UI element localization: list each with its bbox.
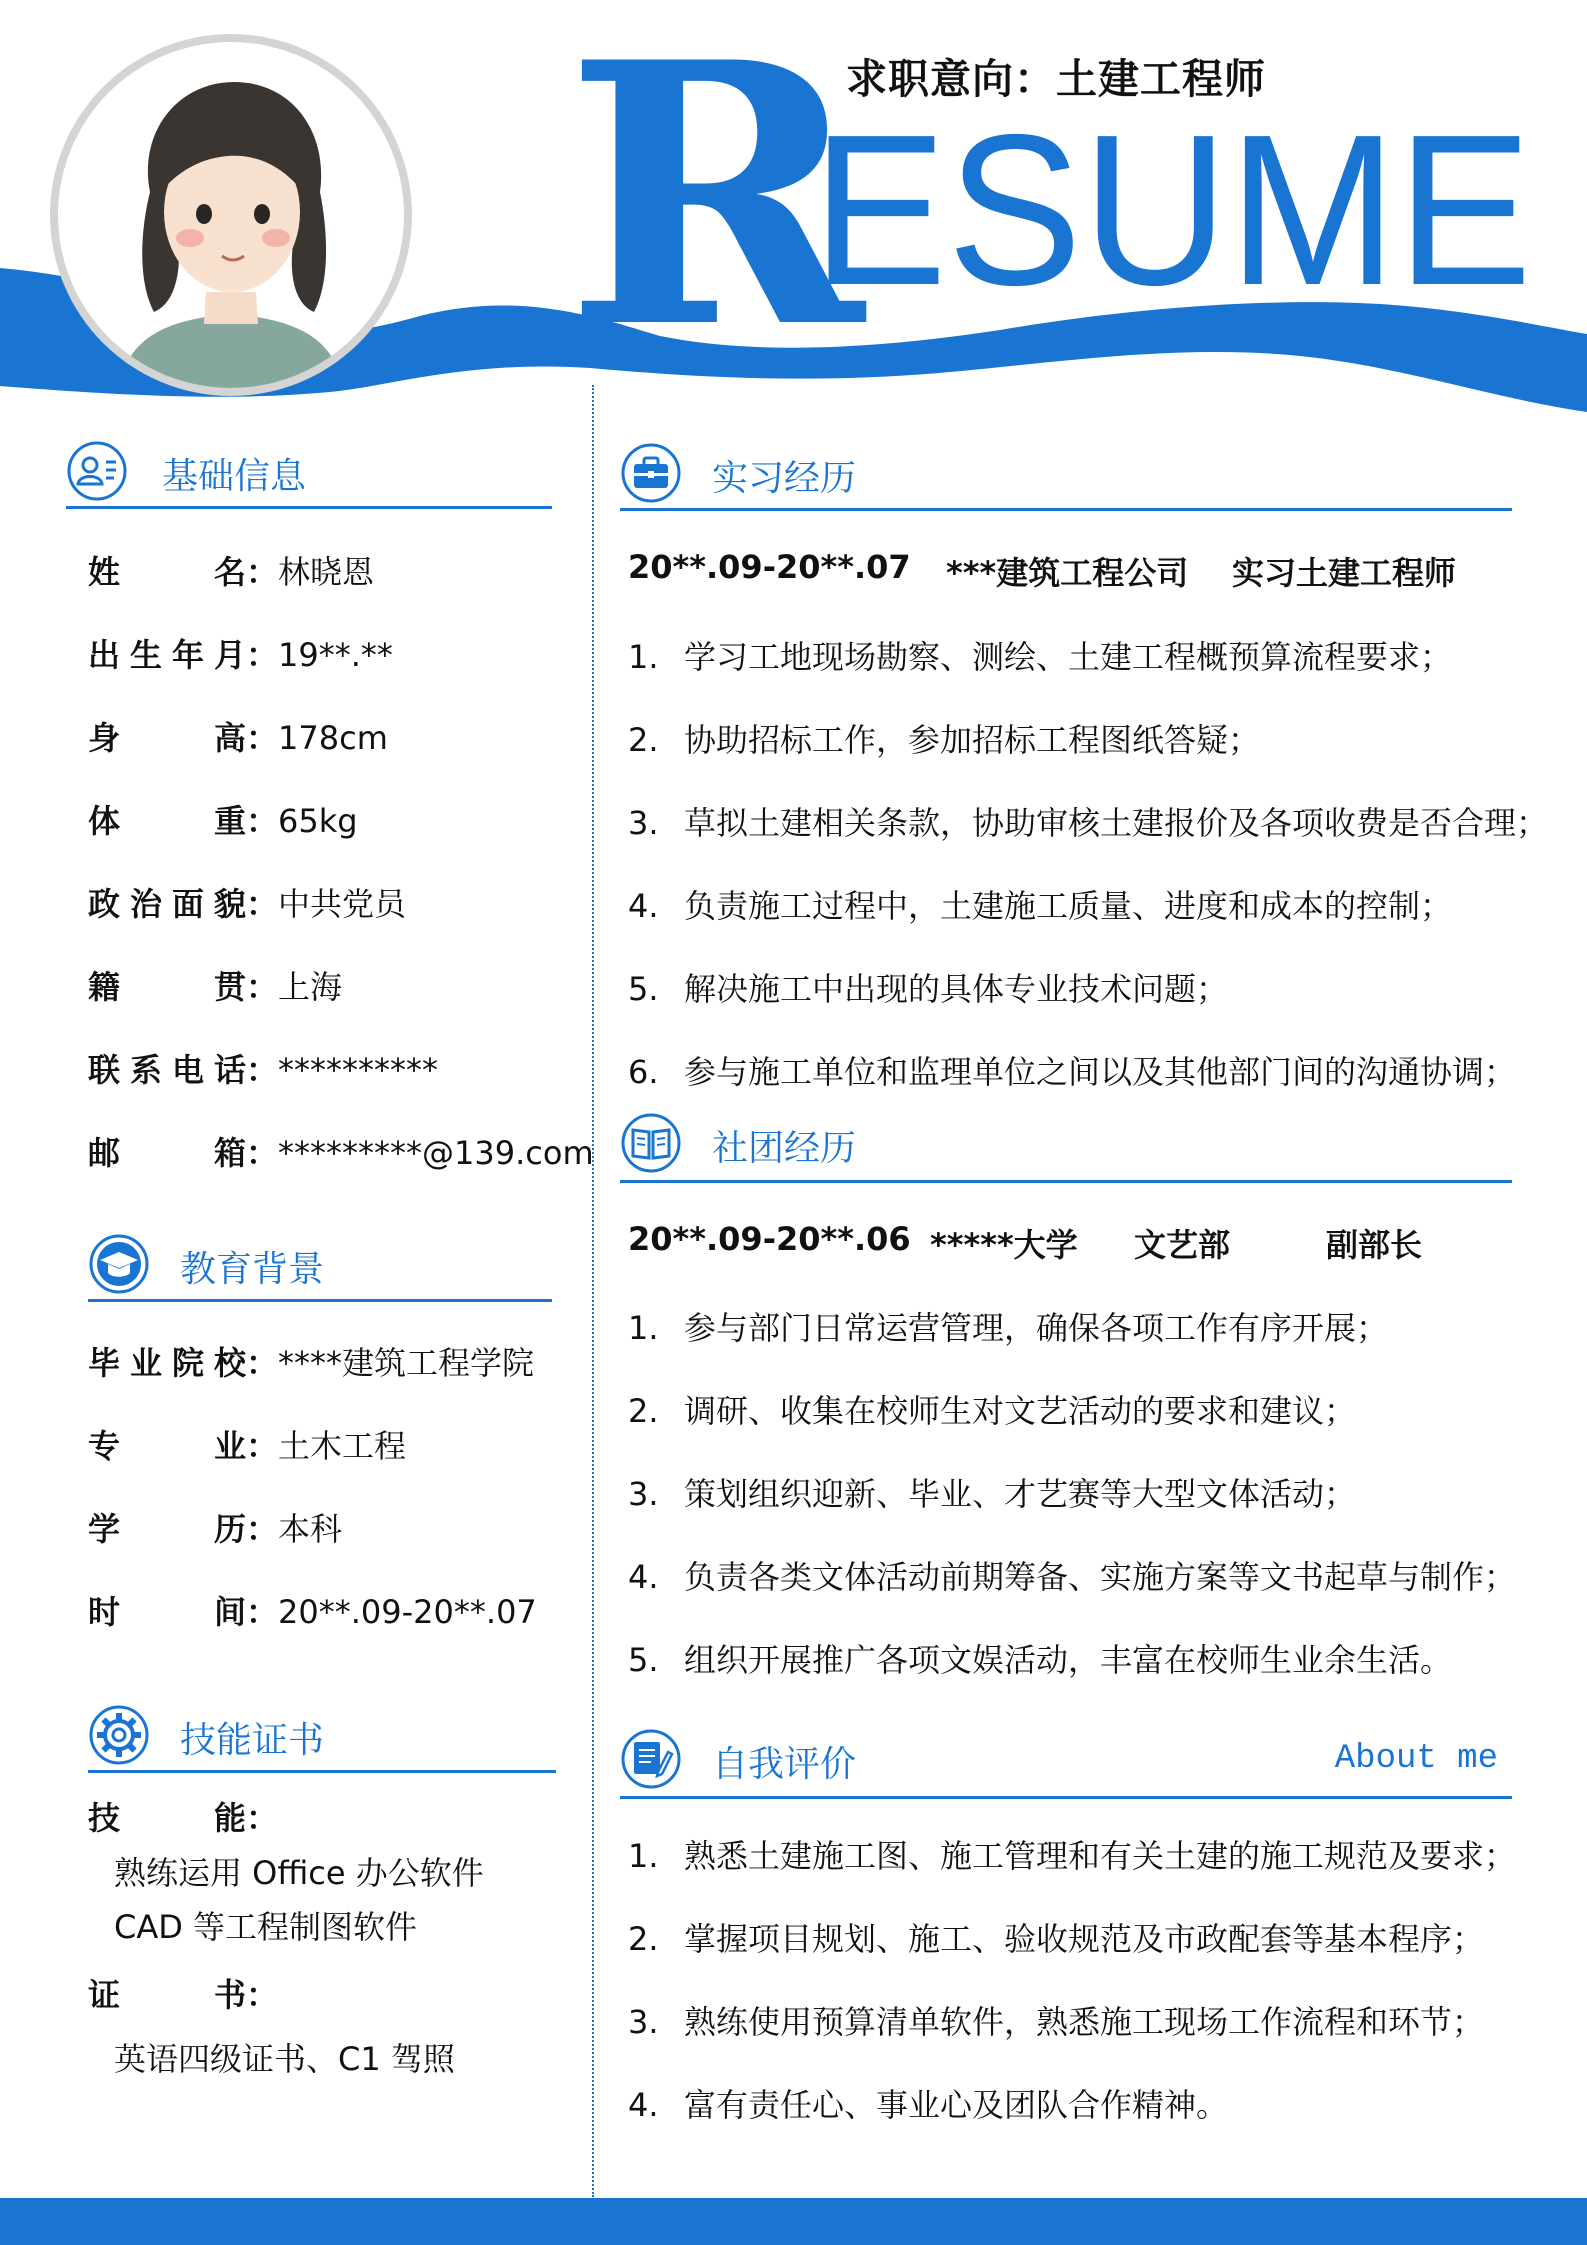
- info-row-politics: 政治面貌：中共党员: [88, 885, 407, 923]
- resume-letters-esume: ESUME: [812, 89, 1532, 330]
- list-item: 3. 草拟土建相关条款，协助审核土建报价及各项收费是否合理；: [628, 804, 1549, 842]
- section-self-eval: [620, 1728, 1512, 1798]
- edu-row-school: 毕业院校：****建筑工程学院: [88, 1344, 535, 1382]
- list-item: 4. 负责施工过程中，土建施工质量、进度和成本的控制；: [628, 887, 1453, 925]
- briefcase-icon: [620, 442, 682, 504]
- info-row-email: 邮箱：*********@139.com: [88, 1134, 594, 1172]
- section-underline: [620, 1796, 1512, 1799]
- list-item: 4. 负责各类文体活动前期筹备、实施方案等文书起草与制作；: [628, 1558, 1517, 1596]
- cert-line: 英语四级证书、C1 驾照: [114, 2040, 455, 2078]
- list-item: 3. 策划组织迎新、毕业、才艺赛等大型文体活动；: [628, 1475, 1357, 1513]
- section-underline: [620, 1180, 1512, 1183]
- info-row-weight: 体重：65kg: [88, 802, 358, 840]
- section-title: 教育背景: [180, 1249, 325, 1290]
- section-skills: [88, 1704, 556, 1774]
- list-item: 1. 参与部门日常运营管理，确保各项工作有序开展；: [628, 1309, 1389, 1347]
- about-me-label: About me: [1334, 1740, 1498, 1778]
- avatar-illustration: [58, 42, 404, 388]
- internship-header-line: [628, 548, 1528, 590]
- info-row-hometown: 籍贯：上海: [88, 968, 343, 1006]
- section-internship: [620, 442, 1512, 512]
- list-item: 4. 富有责任心、事业心及团队合作精神。: [628, 2086, 1229, 2124]
- book-icon: [620, 1112, 682, 1174]
- section-title: 基础信息: [162, 456, 307, 497]
- person-card-icon: [66, 440, 128, 502]
- internship-role: 实习土建工程师: [1232, 554, 1457, 592]
- list-item: 5. 组织开展推广各项文娱活动，丰富在校师生业余生活。: [628, 1641, 1453, 1679]
- club-header-line: [628, 1220, 1528, 1262]
- edu-row-major: 专业：土木工程: [88, 1427, 407, 1465]
- section-underline: [88, 1770, 556, 1773]
- section-club: [620, 1112, 1512, 1182]
- skill-line: CAD 等工程制图软件: [114, 1908, 418, 1946]
- info-row-height: 身高：178cm: [88, 719, 388, 757]
- skills-label: 技能：: [88, 1799, 279, 1837]
- info-row-name: 姓名：林晓恩: [88, 553, 375, 591]
- list-item: 1. 学习工地现场勘察、测绘、土建工程概预算流程要求；: [628, 638, 1453, 676]
- club-org: *****大学: [930, 1226, 1078, 1264]
- footer-bar: [0, 2198, 1587, 2245]
- section-underline: [88, 1299, 552, 1302]
- section-education: [88, 1233, 552, 1303]
- resume-letter-r: R: [565, 0, 865, 407]
- list-item: 5. 解决施工中出现的具体专业技术问题；: [628, 970, 1229, 1008]
- column-divider: [592, 385, 594, 2197]
- list-item: 2. 协助招标工作，参加招标工程图纸答疑；: [628, 721, 1261, 759]
- edu-row-degree: 学历：本科: [88, 1510, 343, 1548]
- club-period: 20**.09-20**.06: [628, 1220, 911, 1258]
- list-item: 1. 熟悉土建施工图、施工管理和有关土建的施工规范及要求；: [628, 1837, 1517, 1875]
- section-title: 技能证书: [180, 1720, 325, 1761]
- info-row-birth: 出生年月：19**.**: [88, 636, 393, 674]
- club-role: 副部长: [1326, 1226, 1423, 1264]
- cert-label: 证书：: [88, 1976, 279, 2014]
- info-row-phone: 联系电话：**********: [88, 1051, 439, 1089]
- section-underline: [66, 506, 552, 509]
- edu-row-time: 时间：20**.09-20**.07: [88, 1593, 537, 1631]
- section-underline: [620, 508, 1512, 511]
- avatar: [50, 34, 412, 396]
- list-item: 2. 掌握项目规划、施工、验收规范及市政配套等基本程序；: [628, 1920, 1485, 1958]
- club-dept: 文艺部: [1134, 1226, 1231, 1264]
- list-item: 3. 熟练使用预算清单软件，熟悉施工现场工作流程和环节；: [628, 2003, 1485, 2041]
- skill-line: 熟练运用 Office 办公软件: [114, 1854, 484, 1892]
- section-title: 自我评价: [712, 1744, 857, 1785]
- internship-period: 20**.09-20**.07: [628, 548, 911, 586]
- section-title: 社团经历: [712, 1128, 857, 1169]
- section-title: 实习经历: [712, 458, 857, 499]
- internship-company: ***建筑工程公司: [946, 554, 1189, 592]
- list-item: 6. 参与施工单位和监理单位之间以及其他部门间的沟通协调；: [628, 1053, 1517, 1091]
- job-objective-title: 求职意向：土建工程师: [846, 55, 1266, 103]
- graduation-cap-icon: [88, 1233, 150, 1295]
- notepad-pen-icon: [620, 1728, 682, 1790]
- gear-icon: [88, 1704, 150, 1766]
- list-item: 2. 调研、收集在校师生对文艺活动的要求和建议；: [628, 1392, 1357, 1430]
- section-basic-info: [66, 440, 552, 510]
